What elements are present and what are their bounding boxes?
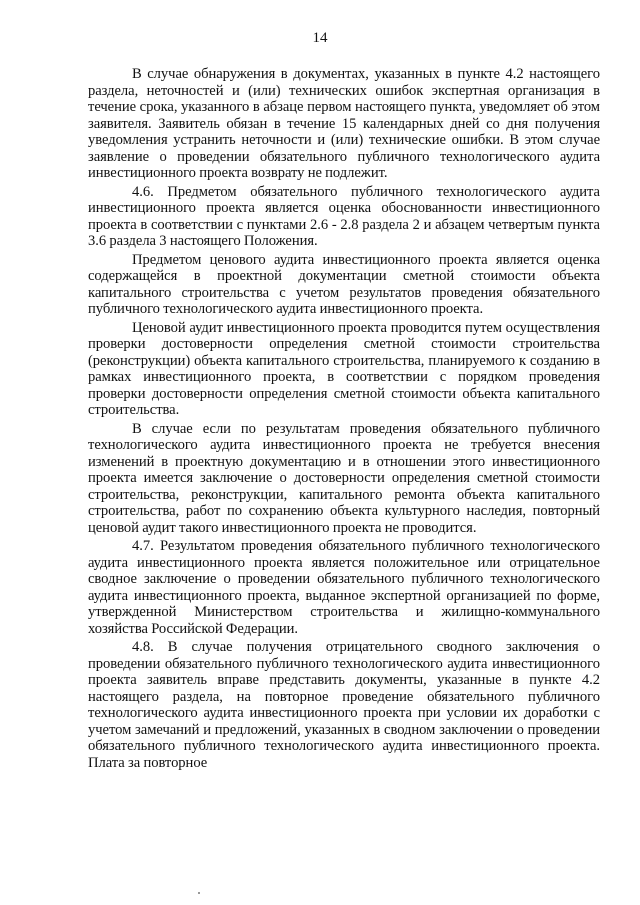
page-number: 14 bbox=[312, 30, 328, 46]
document-body bbox=[88, 66, 600, 773]
paragraph-price-audit-method: Ценовой аудит инвестиционного проекта проводится путем осуществления проверки достоверности определения сметной стоимости строительства (реконструкции) объекта капитального строительства, планируемого к созданию в рамках инвестиционного проекта, в соответствии с порядком проведения проверки достоверности определения сметной стоимости объекта капитального строительства. bbox=[88, 319, 600, 418]
paragraph-4-6: 4.6. Предметом обязательного публичного технологического аудита инвестиционного проекта является оценка обоснованности инвестиционного проекта в соответствии с пунктами 2.6 - 2.8 раздела 2 и абзацем четвертым пункта 3.6 раздела 3 настоящего Положения. bbox=[88, 183, 600, 249]
paragraph-4-7: 4.7. Результатом проведения обязательного публичного технологического аудита инвестиционного проекта является положительное или отрицательное сводное заключение о проведении обязательного публичного технологического аудита инвестиционного проекта, выданное экспертной организацией по форме, утвержденной Министерством строительства и жилищно-коммунального хозяйства Российской Федерации. bbox=[88, 538, 600, 637]
paragraph-4-5-continuation: В случае обнаружения в документах, указанных в пункте 4.2 настоящего раздела, неточностей и (или) технических ошибок экспертная организация в течение срока, указанного в абзаце первом настоящего пункта, уведомляет об этом заявителя. Заявитель обязан в течение 15 календарных дней со дня получения уведомления устранить неточности и (или) технические ошибки. В этом случае заявление о проведении обязательного публичного технологического аудита инвестиционного проекта возврату не подлежит. bbox=[88, 66, 600, 181]
paragraph-repeat-audit: В случае если по результатам проведения обязательного публичного технологического аудита инвестиционного проекта не требуется внесения изменений в проектную документацию и в отношении этого инвестиционного проекта имеется заключение о достоверности определения сметной стоимости строительства, реконструкции, капитального ремонта объекта капитального строительства, работ по сохранению объекта культурного наследия, повторный ценовой аудит такого инвестиционного проекта не проводится. bbox=[88, 420, 600, 536]
paragraph-price-audit-subject: Предметом ценового аудита инвестиционного проекта является оценка содержащейся в проектной документации сметной стоимости объекта капитального строительства с учетом результатов проведения обязательного публичного технологического аудита инвестиционного проекта. bbox=[88, 251, 600, 317]
scan-speck bbox=[198, 892, 200, 894]
paragraph-4-8: 4.8. В случае получения отрицательного сводного заключения о проведении обязательного публичного технологического аудита инвестиционного проекта заявитель вправе представить документы, указанные в пункте 4.2 настоящего раздела, на повторное проведение обязательного публичного технологического аудита инвестиционного проекта при условии их доработки с учетом замечаний и предложений, указанных в сводном заключении о проведении обязательного публичного технологического аудита инвестиционного проекта. Плата за повторное bbox=[88, 639, 600, 771]
